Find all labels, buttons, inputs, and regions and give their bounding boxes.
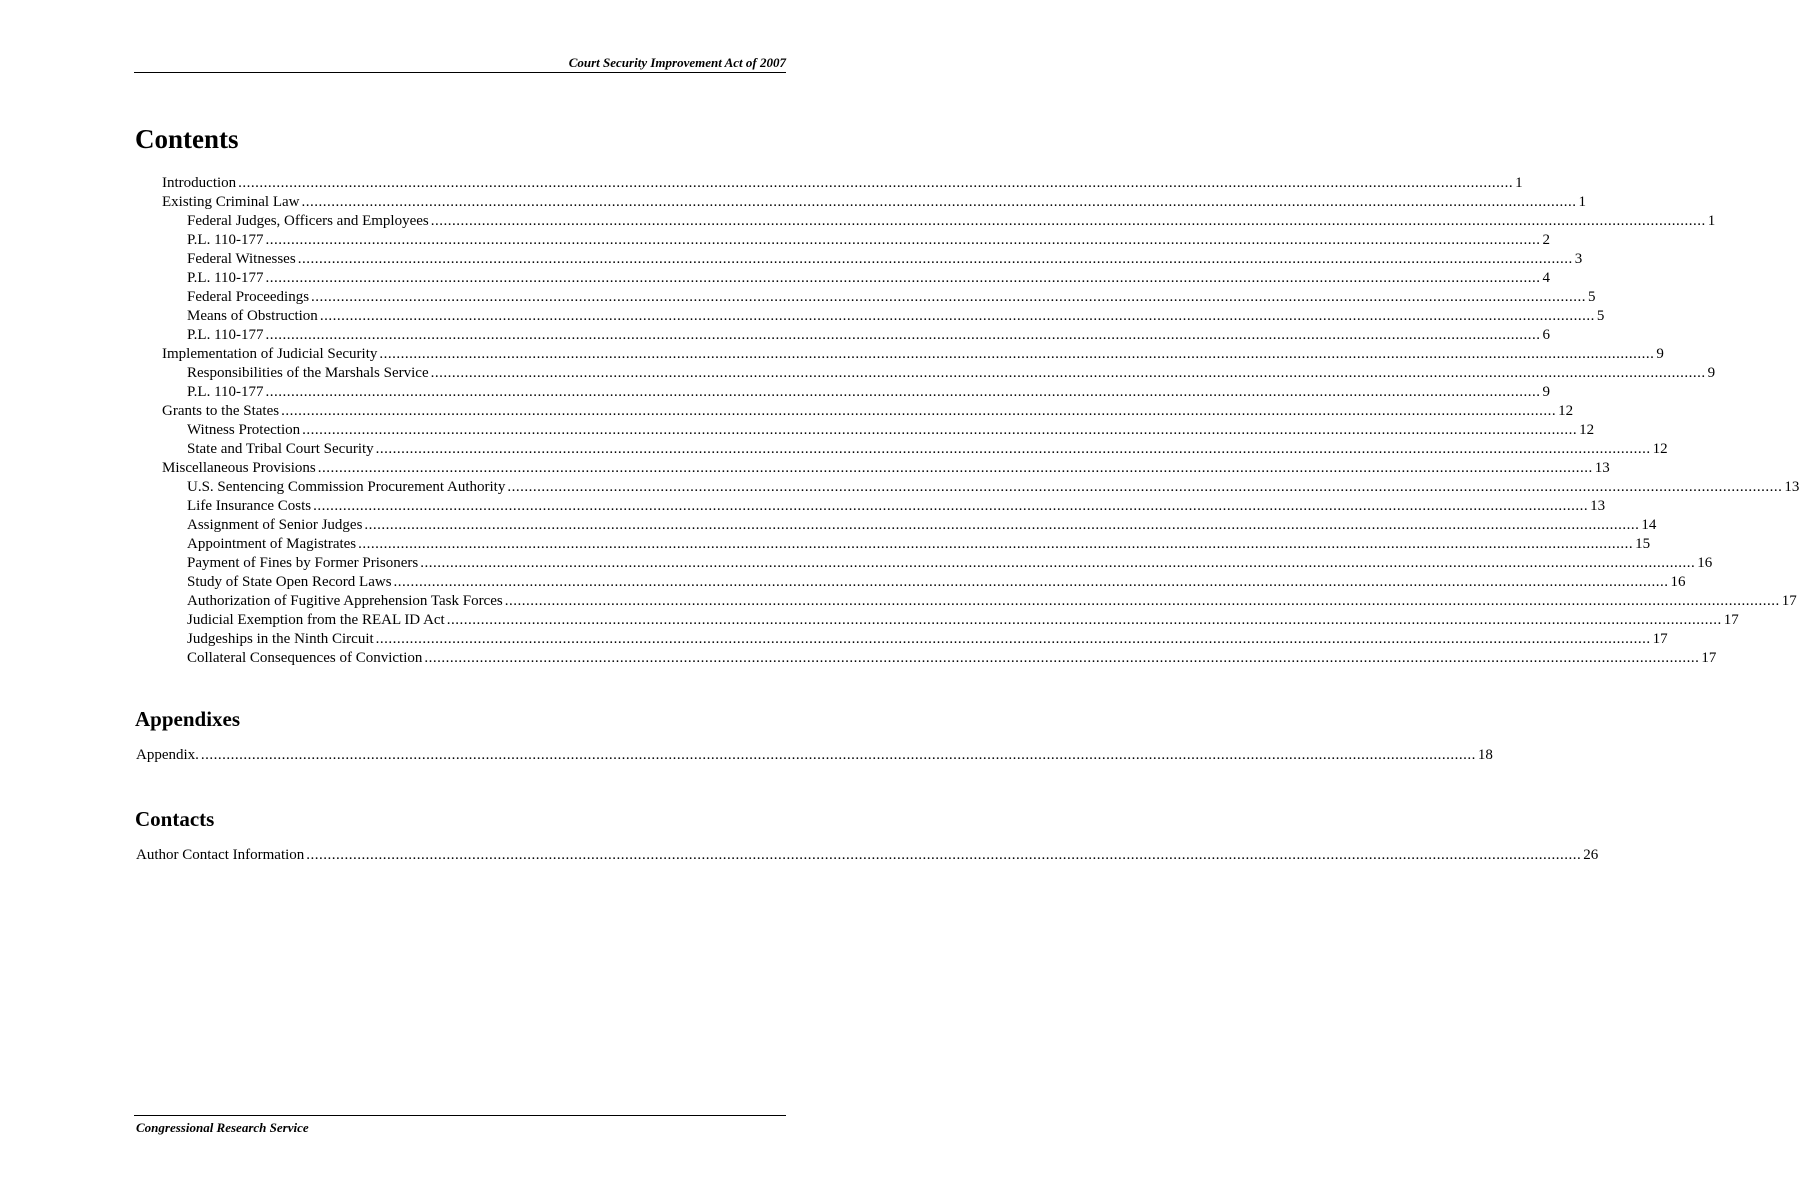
dot-leader: ............................................................................................................................................................................................................................................................................................................ [358, 536, 1634, 552]
toc-entry[interactable] [187, 649, 1717, 668]
toc-entry[interactable] [187, 269, 1551, 288]
dot-leader: ............................................................................................................................................................................................................................................................................................................ [504, 593, 1780, 609]
toc-entry-title: Witness Protection [187, 422, 301, 438]
toc-entry[interactable] [162, 459, 1610, 478]
toc-entry-title: Study of State Open Record Laws [187, 574, 392, 590]
toc-entry-title: U.S. Sentencing Commission Procurement Authority [187, 479, 506, 495]
toc-entry-title: Appendix. [136, 747, 199, 763]
toc-entry[interactable] [187, 383, 1551, 402]
toc-entry-title: Assignment of Senior Judges [187, 517, 363, 533]
toc-entry-page: 13 [1590, 498, 1606, 514]
toc-entry-page: 1 [1578, 194, 1586, 210]
dot-leader: ............................................................................................................................................................................................................................................................................................................ [430, 213, 1706, 229]
toc-entry[interactable] [136, 846, 1599, 865]
toc-entry-page: 6 [1542, 327, 1551, 343]
toc-entry-page: 18 [1477, 747, 1493, 763]
toc-entry-page: 12 [1579, 422, 1595, 438]
toc-entry[interactable] [187, 516, 1657, 535]
dot-leader: ............................................................................................................................................................................................................................................................................................................ [302, 422, 1578, 438]
toc-entry-page: 17 [1781, 593, 1797, 609]
dot-leader: ............................................................................................................................................................................................................................................................................................................ [301, 194, 1577, 210]
toc-entry-page: 17 [1701, 650, 1717, 666]
running-footer: Congressional Research Service [136, 1120, 309, 1135]
toc-entry-title: Judicial Exemption from the REAL ID Act [187, 612, 445, 628]
dot-leader: ............................................................................................................................................................................................................................................................................................................ [446, 612, 1722, 628]
toc-entry-page: 9 [1542, 384, 1551, 400]
toc-entry-page: 4 [1542, 270, 1551, 286]
toc-entry-title: Federal Witnesses [187, 251, 296, 267]
dot-leader: ............................................................................................................................................................................................................................................................................................................ [393, 574, 1669, 590]
toc-entry[interactable] [187, 421, 1595, 440]
toc-entry-title: P.L. 110-177 [187, 384, 264, 400]
toc-entry-title: Author Contact Information [136, 847, 305, 863]
dot-leader: ............................................................................................................................................................................................................................................................................................................ [507, 479, 1783, 495]
dot-leader: ............................................................................................................................................................................................................................................................................................................ [297, 251, 1573, 267]
toc-entry-title: Miscellaneous Provisions [162, 460, 316, 476]
toc-entry[interactable] [187, 554, 1713, 573]
toc-entry-title: Means of Obstruction [187, 308, 318, 324]
dot-leader: ............................................................................................................................................................................................................................................................................................................ [375, 631, 1651, 647]
dot-leader: ............................................................................................................................................................................................................................................................................................................ [281, 403, 1557, 419]
toc-entry[interactable] [187, 326, 1551, 345]
toc-entry-title: Existing Criminal Law [162, 194, 300, 210]
dot-leader: ............................................................................................................................................................................................................................................................................................................ [306, 847, 1582, 863]
footer-rule [134, 1115, 786, 1116]
toc-entry-title: Authorization of Fugitive Apprehension Task Forces [187, 593, 503, 609]
toc-entry-title: Implementation of Judicial Security [162, 346, 378, 362]
toc-entry-page: 17 [1723, 612, 1739, 628]
toc-entry[interactable] [187, 307, 1605, 326]
dot-leader: ............................................................................................................................................................................................................................................................................................................ [420, 555, 1696, 571]
toc-entry-page: 12 [1652, 441, 1668, 457]
toc-entry-page: 9 [1656, 346, 1664, 362]
toc-entry[interactable] [136, 746, 1493, 765]
toc-entry[interactable] [187, 630, 1668, 649]
toc-entry-page: 2 [1542, 232, 1551, 248]
toc-entry-page: 1 [1707, 213, 1716, 229]
toc-entry[interactable] [187, 592, 1797, 611]
toc-entry-title: Federal Proceedings [187, 289, 310, 305]
dot-leader: ............................................................................................................................................................................................................................................................................................................ [375, 441, 1651, 457]
toc-entry[interactable] [162, 345, 1664, 364]
dot-leader: ............................................................................................................................................................................................................................................................................................................ [265, 384, 1541, 400]
toc-entry-title: State and Tribal Court Security [187, 441, 374, 457]
toc-entry-page: 12 [1558, 403, 1574, 419]
toc-entry-title: Federal Judges, Officers and Employees [187, 213, 429, 229]
toc-entry-page: 13 [1784, 479, 1799, 495]
dot-leader: ............................................................................................................................................................................................................................................................................................................ [319, 308, 1595, 324]
toc-entry[interactable] [187, 497, 1606, 516]
toc-entry-page: 9 [1707, 365, 1716, 381]
toc-entry[interactable] [187, 231, 1551, 250]
dot-leader: ............................................................................................................................................................................................................................................................................................................ [238, 175, 1514, 191]
toc-entry-title: Appointment of Magistrates [187, 536, 357, 552]
toc-entry-page: 1 [1515, 175, 1523, 191]
toc-entry-page: 5 [1596, 308, 1605, 324]
toc-entry-page: 16 [1697, 555, 1713, 571]
toc-entry[interactable] [187, 611, 1739, 630]
dot-leader: ............................................................................................................................................................................................................................................................................................................ [313, 498, 1589, 514]
toc-entry[interactable] [187, 573, 1686, 592]
toc-entry-title: Responsibilities of the Marshals Service [187, 365, 429, 381]
toc-entry-title: P.L. 110-177 [187, 327, 264, 343]
dot-leader: ............................................................................................................................................................................................................................................................................................................ [364, 517, 1640, 533]
appendixes-heading: Appendixes [135, 707, 241, 731]
toc-entry-title: P.L. 110-177 [187, 232, 264, 248]
toc-entry[interactable] [187, 288, 1596, 307]
toc-entry-page: 5 [1588, 289, 1596, 305]
toc-entry-page: 3 [1574, 251, 1583, 267]
header-rule [134, 72, 786, 73]
toc-entry-title: Collateral Consequences of Conviction [187, 650, 423, 666]
toc-entry-page: 14 [1641, 517, 1657, 533]
toc-entry[interactable] [187, 364, 1716, 383]
dot-leader: ............................................................................................................................................................................................................................................................................................................ [265, 232, 1541, 248]
toc-entry-page: 15 [1635, 536, 1651, 552]
toc-entry[interactable] [187, 535, 1651, 554]
toc-entry-page: 16 [1670, 574, 1686, 590]
dot-leader: ............................................................................................................................................................................................................................................................................................................ [379, 346, 1655, 362]
dot-leader: ............................................................................................................................................................................................................................................................................................................ [200, 747, 1476, 763]
toc-entry-title: Life Insurance Costs [187, 498, 312, 514]
toc-entry-page: 13 [1594, 460, 1610, 476]
toc-entry[interactable] [187, 212, 1716, 231]
dot-leader: ............................................................................................................................................................................................................................................................................................................ [424, 650, 1700, 666]
toc-entry-page: 17 [1652, 631, 1668, 647]
toc-entry[interactable] [187, 478, 1799, 497]
toc-entry[interactable] [162, 174, 1523, 193]
toc-entry-title: Judgeships in the Ninth Circuit [187, 631, 374, 647]
dot-leader: ............................................................................................................................................................................................................................................................................................................ [265, 270, 1541, 286]
toc-entry[interactable] [187, 250, 1583, 269]
toc-entry[interactable] [162, 402, 1574, 421]
contacts-heading: Contacts [135, 807, 215, 831]
dot-leader: ............................................................................................................................................................................................................................................................................................................ [317, 460, 1593, 476]
dot-leader: ............................................................................................................................................................................................................................................................................................................ [430, 365, 1706, 381]
toc-entry[interactable] [187, 440, 1668, 459]
running-header: Court Security Improvement Act of 2007 [568, 55, 786, 70]
dot-leader: ............................................................................................................................................................................................................................................................................................................ [311, 289, 1587, 305]
toc-entry-page: 26 [1583, 847, 1599, 863]
toc-entry-title: Grants to the States [162, 403, 280, 419]
dot-leader: ............................................................................................................................................................................................................................................................................................................ [265, 327, 1541, 343]
contents-heading: Contents [135, 124, 239, 154]
toc-entry-title: Payment of Fines by Former Prisoners [187, 555, 419, 571]
toc-entry[interactable] [162, 193, 1586, 212]
toc-entry-title: P.L. 110-177 [187, 270, 264, 286]
toc-entry-title: Introduction [162, 175, 237, 191]
